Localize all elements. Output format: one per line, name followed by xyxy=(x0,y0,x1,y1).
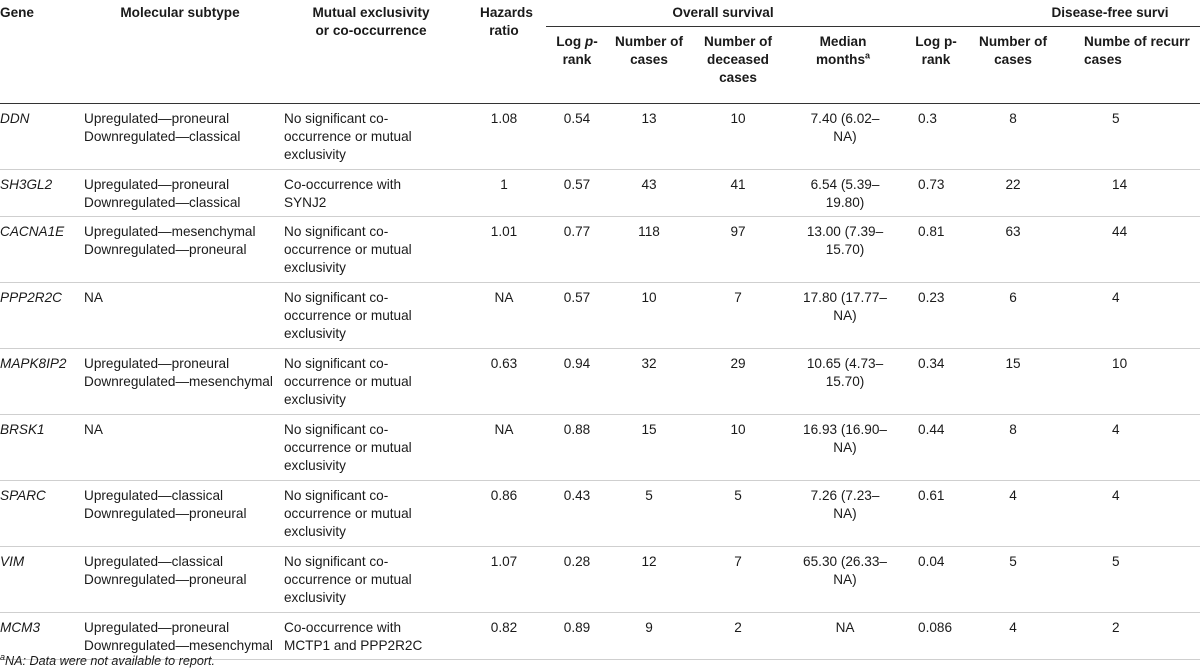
cell-os-number-of-cases: 13 xyxy=(608,104,690,170)
cell-os-median-months: 17.80 (17.77–NA) xyxy=(786,283,900,349)
cell-dfs-log-p-rank: 0.61 xyxy=(900,481,972,547)
cell-mutual-exclusivity: No significant co-occurrence or mutual exclusivity xyxy=(280,217,462,283)
header-disease-free-survival: Disease-free survi xyxy=(900,4,1200,27)
cell-hazards-ratio: 0.82 xyxy=(462,613,546,660)
cell-os-number-deceased: 97 xyxy=(690,217,786,283)
header-gene: Gene xyxy=(0,4,80,104)
cell-os-number-deceased: 7 xyxy=(690,283,786,349)
cell-dfs-log-p-rank: 0.73 xyxy=(900,170,972,217)
header-os-median-months xyxy=(786,27,900,104)
header-os-log-p-rank: Log p-rank xyxy=(546,27,608,104)
cell-molecular-subtype xyxy=(80,170,280,217)
cell-os-median-months: 7.26 (7.23–NA) xyxy=(786,481,900,547)
cell-dfs-number-recurred: 5 xyxy=(1054,547,1200,613)
subtype-line: NA xyxy=(84,290,103,305)
cell-os-median-months: 13.00 (7.39–15.70) xyxy=(786,217,900,283)
cell-os-number-deceased: 5 xyxy=(690,481,786,547)
cell-os-log-p-rank: 0.54 xyxy=(546,104,608,170)
cell-mutual-exclusivity: No significant co-occurrence or mutual exclusivity xyxy=(280,415,462,481)
cell-mutual-exclusivity: No significant co-occurrence or mutual exclusivity xyxy=(280,481,462,547)
cell-gene: VIM xyxy=(0,547,80,613)
cell-mutual-exclusivity: No significant co-occurrence or mutual exclusivity xyxy=(280,547,462,613)
header-os-number-of-cases: Number of cases xyxy=(608,27,690,104)
gene-survival-table xyxy=(0,4,1200,660)
cell-os-median-months: 16.93 (16.90–NA) xyxy=(786,415,900,481)
table-row xyxy=(0,349,1200,415)
cell-os-log-p-rank: 0.43 xyxy=(546,481,608,547)
cell-gene: BRSK1 xyxy=(0,415,80,481)
cell-gene: MCM3 xyxy=(0,613,80,660)
subtype-line: Downregulated—mesenchymal xyxy=(84,374,273,389)
header-molecular-subtype: Molecular subtype xyxy=(80,4,280,104)
cell-molecular-subtype xyxy=(80,349,280,415)
cell-gene: PPP2R2C xyxy=(0,283,80,349)
median-footnote-marker: a xyxy=(865,50,871,61)
header-dfs-log-p-rank: Log p-rank xyxy=(900,27,972,104)
cell-gene: SPARC xyxy=(0,481,80,547)
cell-molecular-subtype xyxy=(80,104,280,170)
cell-os-median-months: 7.40 (6.02–NA) xyxy=(786,104,900,170)
table-row xyxy=(0,217,1200,283)
cell-dfs-log-p-rank: 0.44 xyxy=(900,415,972,481)
header-dfs-number-recurred: Numbe of recurr cases xyxy=(1054,27,1200,104)
cell-hazards-ratio: 0.63 xyxy=(462,349,546,415)
cell-os-number-of-cases: 5 xyxy=(608,481,690,547)
cell-os-number-of-cases: 43 xyxy=(608,170,690,217)
cell-mutual-exclusivity: No significant co-occurrence or mutual exclusivity xyxy=(280,104,462,170)
subtype-line: Upregulated—proneural xyxy=(84,356,230,371)
cell-dfs-number-of-cases: 6 xyxy=(972,283,1054,349)
table-row xyxy=(0,170,1200,217)
cell-os-number-of-cases: 15 xyxy=(608,415,690,481)
cell-molecular-subtype xyxy=(80,415,280,481)
table-footnote xyxy=(0,653,215,669)
table-body xyxy=(0,104,1200,660)
median-months-label: Median months xyxy=(815,34,867,67)
table-row xyxy=(0,547,1200,613)
cell-molecular-subtype xyxy=(80,481,280,547)
cell-dfs-number-of-cases: 4 xyxy=(972,481,1054,547)
cell-gene: SH3GL2 xyxy=(0,170,80,217)
cell-mutual-exclusivity: Co-occurrence with MCTP1 and PPP2R2C xyxy=(280,613,462,660)
cell-dfs-number-of-cases: 4 xyxy=(972,613,1054,660)
header-dfs-number-of-cases: Number of cases xyxy=(972,27,1054,104)
cell-dfs-number-of-cases: 8 xyxy=(972,415,1054,481)
cell-dfs-log-p-rank: 0.3 xyxy=(900,104,972,170)
subtype-line: Upregulated—classical xyxy=(84,488,224,503)
subtype-line: Upregulated—proneural xyxy=(84,620,230,635)
cell-dfs-number-of-cases: 22 xyxy=(972,170,1054,217)
cell-os-log-p-rank: 0.28 xyxy=(546,547,608,613)
cell-os-number-of-cases: 9 xyxy=(608,613,690,660)
cell-dfs-log-p-rank: 0.81 xyxy=(900,217,972,283)
header-hazards-ratio: Hazards ratio xyxy=(462,4,546,104)
subtype-line: Upregulated—classical xyxy=(84,554,224,569)
cell-molecular-subtype xyxy=(80,547,280,613)
cell-dfs-number-recurred: 5 xyxy=(1054,104,1200,170)
cell-gene: MAPK8IP2 xyxy=(0,349,80,415)
cell-mutual-exclusivity: Co-occurrence with SYNJ2 xyxy=(280,170,462,217)
cell-os-median-months: 6.54 (5.39–19.80) xyxy=(786,170,900,217)
cell-dfs-number-recurred: 14 xyxy=(1054,170,1200,217)
cell-dfs-number-of-cases: 8 xyxy=(972,104,1054,170)
cell-os-median-months: 10.65 (4.73–15.70) xyxy=(786,349,900,415)
cell-dfs-number-recurred: 4 xyxy=(1054,415,1200,481)
cell-dfs-number-recurred: 4 xyxy=(1054,283,1200,349)
cell-dfs-number-recurred: 44 xyxy=(1054,217,1200,283)
footnote-marker: a xyxy=(0,651,6,662)
cell-gene: DDN xyxy=(0,104,80,170)
cell-dfs-log-p-rank: 0.04 xyxy=(900,547,972,613)
cell-os-log-p-rank: 0.88 xyxy=(546,415,608,481)
cell-hazards-ratio: 1.01 xyxy=(462,217,546,283)
cell-dfs-number-of-cases: 15 xyxy=(972,349,1054,415)
table-row xyxy=(0,481,1200,547)
cell-os-number-deceased: 2 xyxy=(690,613,786,660)
cell-dfs-number-of-cases: 63 xyxy=(972,217,1054,283)
cell-molecular-subtype xyxy=(80,217,280,283)
subtype-line: Upregulated—proneural xyxy=(84,177,230,192)
cell-dfs-log-p-rank: 0.34 xyxy=(900,349,972,415)
cell-os-log-p-rank: 0.57 xyxy=(546,170,608,217)
table-row xyxy=(0,283,1200,349)
cell-os-median-months: 65.30 (26.33–NA) xyxy=(786,547,900,613)
subtype-line: NA xyxy=(84,422,103,437)
cell-dfs-number-recurred: 4 xyxy=(1054,481,1200,547)
cell-os-number-deceased: 10 xyxy=(690,104,786,170)
cell-os-number-of-cases: 10 xyxy=(608,283,690,349)
cell-dfs-number-recurred: 2 xyxy=(1054,613,1200,660)
subtype-line: Downregulated—classical xyxy=(84,129,241,144)
cell-hazards-ratio: 0.86 xyxy=(462,481,546,547)
cell-os-log-p-rank: 0.89 xyxy=(546,613,608,660)
footnote-text: NA: Data were not available to report. xyxy=(5,654,216,668)
cell-os-number-deceased: 7 xyxy=(690,547,786,613)
cell-os-number-deceased: 41 xyxy=(690,170,786,217)
subtype-line: Downregulated—proneural xyxy=(84,242,247,257)
subtype-line: Upregulated—mesenchymal xyxy=(84,224,256,239)
cell-os-log-p-rank: 0.57 xyxy=(546,283,608,349)
cell-dfs-log-p-rank: 0.086 xyxy=(900,613,972,660)
cell-hazards-ratio: 1.07 xyxy=(462,547,546,613)
table-row xyxy=(0,104,1200,170)
cell-os-log-p-rank: 0.94 xyxy=(546,349,608,415)
cell-dfs-number-of-cases: 5 xyxy=(972,547,1054,613)
cell-os-median-months: NA xyxy=(786,613,900,660)
cell-mutual-exclusivity: No significant co-occurrence or mutual exclusivity xyxy=(280,349,462,415)
cell-os-number-of-cases: 12 xyxy=(608,547,690,613)
header-overall-survival: Overall survival xyxy=(546,4,900,27)
table-row xyxy=(0,415,1200,481)
cell-os-number-of-cases: 32 xyxy=(608,349,690,415)
subtype-line: Downregulated—classical xyxy=(84,195,241,210)
cell-gene: CACNA1E xyxy=(0,217,80,283)
cell-os-log-p-rank: 0.77 xyxy=(546,217,608,283)
subtype-line: Downregulated—proneural xyxy=(84,506,247,521)
subtype-line: Downregulated—mesenchymal xyxy=(84,638,273,653)
header-os-number-deceased: Number of deceased cases xyxy=(690,27,786,104)
cell-hazards-ratio: NA xyxy=(462,283,546,349)
cell-dfs-log-p-rank: 0.23 xyxy=(900,283,972,349)
cell-molecular-subtype xyxy=(80,283,280,349)
subtype-line: Downregulated—proneural xyxy=(84,572,247,587)
header-mutual-exclusivity: Mutual exclusivity or co-occurrence xyxy=(280,4,462,104)
cell-os-number-deceased: 29 xyxy=(690,349,786,415)
cell-hazards-ratio: NA xyxy=(462,415,546,481)
cell-hazards-ratio: 1 xyxy=(462,170,546,217)
cell-os-number-deceased: 10 xyxy=(690,415,786,481)
subtype-line: Upregulated—proneural xyxy=(84,111,230,126)
cell-mutual-exclusivity: No significant co-occurrence or mutual exclusivity xyxy=(280,283,462,349)
cell-os-number-of-cases: 118 xyxy=(608,217,690,283)
cell-hazards-ratio: 1.08 xyxy=(462,104,546,170)
cell-dfs-number-recurred: 10 xyxy=(1054,349,1200,415)
